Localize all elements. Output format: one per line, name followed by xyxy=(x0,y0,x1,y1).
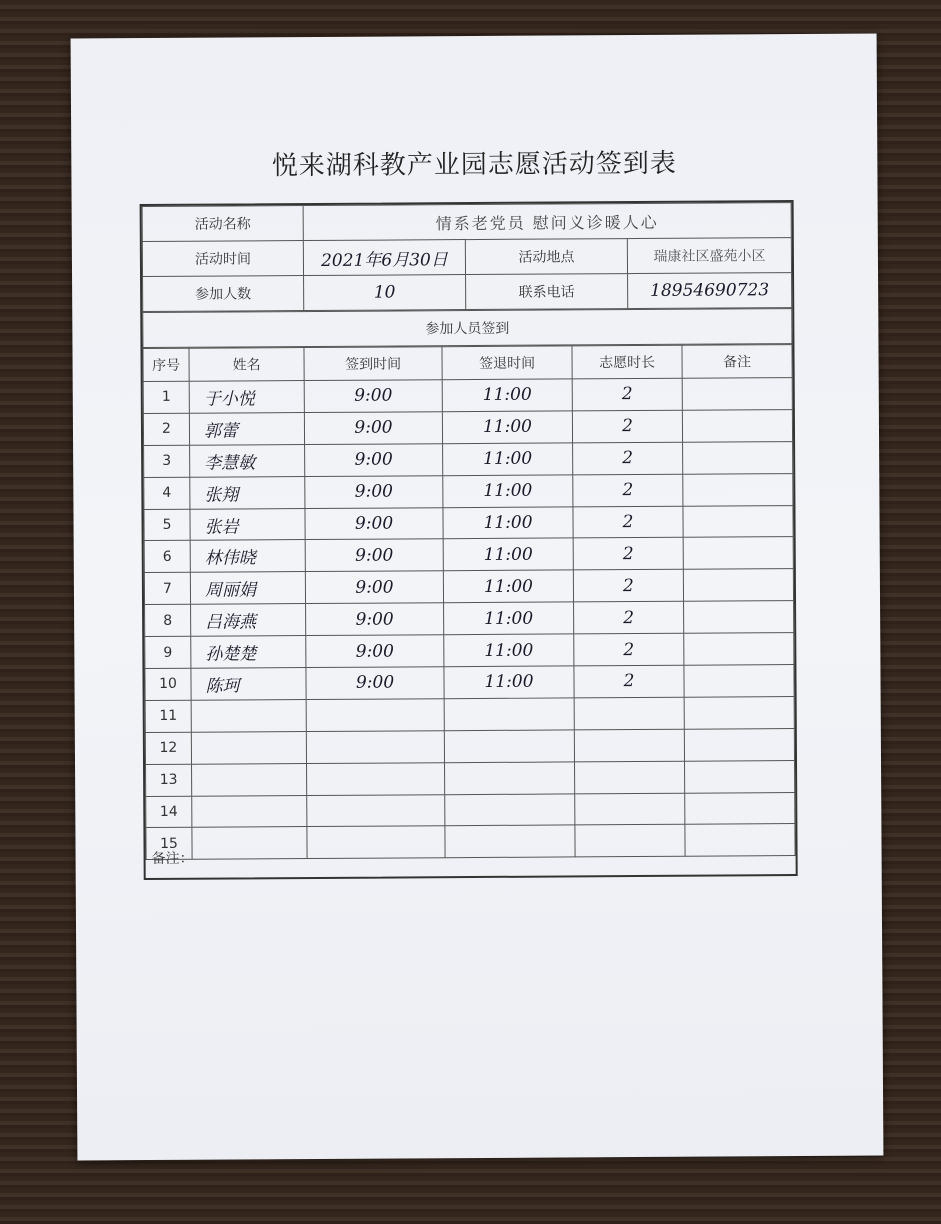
table-row xyxy=(145,601,794,637)
row-sign-out-time: 11:00 xyxy=(443,506,573,539)
row-note xyxy=(684,633,794,666)
activity-name-value: 情系老党员 慰问义诊暖人心 xyxy=(303,203,791,241)
table-row xyxy=(144,537,793,573)
attendance-table xyxy=(142,344,795,860)
table-row xyxy=(144,569,793,605)
row-note xyxy=(683,473,793,506)
activity-time-value: 2021年6月30日 xyxy=(303,240,465,276)
section-title: 参加人员签到 xyxy=(143,309,792,348)
row-volunteer-hours: 2 xyxy=(573,506,683,539)
row-name-signature xyxy=(192,827,307,860)
table-row xyxy=(146,824,795,860)
table-row xyxy=(146,760,795,796)
row-number: 8 xyxy=(145,604,191,636)
row-name-signature: 周丽娟 xyxy=(190,572,305,605)
row-name-signature: 于小悦 xyxy=(189,381,304,414)
row-name-signature: 陈珂 xyxy=(191,668,306,701)
table-row xyxy=(145,665,794,701)
row-volunteer-hours xyxy=(575,761,685,794)
row-sign-in-time: 9:00 xyxy=(306,603,444,636)
table-row xyxy=(145,633,794,669)
row-number: 6 xyxy=(144,541,190,573)
table-row xyxy=(145,728,794,764)
activity-name-label: 活动名称 xyxy=(142,206,303,242)
col-header: 序号 xyxy=(143,348,189,381)
info-row-name xyxy=(142,203,791,242)
row-number: 2 xyxy=(143,413,189,445)
section-header-table xyxy=(142,308,792,348)
row-note xyxy=(683,441,793,474)
activity-time-label: 活动时间 xyxy=(142,241,303,277)
row-volunteer-hours xyxy=(575,825,685,858)
table-row xyxy=(143,378,792,414)
row-note xyxy=(682,378,792,411)
table-row xyxy=(146,792,795,828)
row-note xyxy=(684,728,794,761)
row-name-signature: 李慧敏 xyxy=(190,444,305,477)
row-number: 14 xyxy=(146,796,192,828)
row-volunteer-hours: 2 xyxy=(572,410,682,443)
row-volunteer-hours xyxy=(574,729,684,762)
row-sign-out-time: 11:00 xyxy=(443,443,573,476)
row-sign-out-time: 11:00 xyxy=(443,475,573,508)
table-row xyxy=(143,409,792,445)
row-number: 15 xyxy=(146,828,192,860)
row-volunteer-hours xyxy=(575,793,685,826)
col-header: 签退时间 xyxy=(442,346,572,380)
row-name-signature: 孙楚楚 xyxy=(191,636,306,669)
info-row-time xyxy=(142,238,791,277)
row-sign-in-time xyxy=(306,730,444,763)
sign-in-sheet xyxy=(71,34,884,1161)
row-number: 12 xyxy=(145,732,191,764)
table-row xyxy=(144,473,793,509)
row-sign-out-time: 11:00 xyxy=(443,538,573,571)
col-header: 签到时间 xyxy=(304,347,442,381)
row-volunteer-hours: 2 xyxy=(573,474,683,507)
row-sign-in-time: 9:00 xyxy=(305,507,443,540)
row-name-signature: 郭蕾 xyxy=(189,412,304,445)
row-sign-out-time xyxy=(445,793,575,826)
table-row xyxy=(144,505,793,541)
row-sign-in-time: 9:00 xyxy=(305,475,443,508)
row-sign-in-time xyxy=(306,699,444,732)
row-sign-out-time: 11:00 xyxy=(442,379,572,412)
row-number: 1 xyxy=(143,381,189,413)
row-number: 10 xyxy=(145,668,191,700)
row-sign-out-time xyxy=(444,730,574,763)
row-volunteer-hours xyxy=(574,697,684,730)
phone-label: 联系电话 xyxy=(466,274,628,310)
row-sign-in-time: 9:00 xyxy=(305,443,443,476)
row-number: 3 xyxy=(144,445,190,477)
location-value: 瑞康社区盛苑小区 xyxy=(627,238,791,274)
row-number: 4 xyxy=(144,477,190,509)
row-sign-out-time: 11:00 xyxy=(444,602,574,635)
sheet-title: 悦来湖科教产业园志愿活动签到表 xyxy=(271,148,677,182)
remarks-label: 备注： xyxy=(151,850,194,867)
row-note xyxy=(684,601,794,634)
row-note xyxy=(683,569,793,602)
row-volunteer-hours: 2 xyxy=(573,538,683,571)
row-sign-in-time xyxy=(307,794,445,827)
col-header: 备注 xyxy=(682,345,792,379)
row-sign-out-time xyxy=(445,825,575,858)
row-volunteer-hours: 2 xyxy=(573,570,683,603)
row-number: 5 xyxy=(144,509,190,541)
row-name-signature xyxy=(192,763,307,796)
row-sign-in-time xyxy=(307,762,445,795)
row-note xyxy=(685,824,795,857)
row-sign-in-time: 9:00 xyxy=(304,380,442,413)
row-sign-in-time xyxy=(307,826,445,859)
row-sign-in-time: 9:00 xyxy=(304,412,442,445)
row-volunteer-hours: 2 xyxy=(572,378,682,411)
row-note xyxy=(684,665,794,698)
location-label: 活动地点 xyxy=(465,239,627,275)
row-sign-in-time: 9:00 xyxy=(306,667,444,700)
row-sign-out-time: 11:00 xyxy=(444,666,574,699)
phone-value: 18954690723 xyxy=(628,273,792,309)
row-sign-in-time: 9:00 xyxy=(305,539,443,572)
row-note xyxy=(683,537,793,570)
participants-value: 10 xyxy=(304,275,466,311)
row-note xyxy=(682,409,792,442)
activity-info-table xyxy=(142,202,793,312)
row-number: 13 xyxy=(146,764,192,796)
row-name-signature: 林伟晓 xyxy=(190,540,305,573)
row-name-signature: 吕海燕 xyxy=(191,604,306,637)
row-number: 11 xyxy=(145,700,191,732)
col-header: 姓名 xyxy=(189,348,304,382)
row-name-signature xyxy=(191,731,306,764)
row-number: 7 xyxy=(144,573,190,605)
row-note xyxy=(685,792,795,825)
participants-label: 参加人数 xyxy=(143,276,304,312)
row-sign-in-time: 9:00 xyxy=(305,571,443,604)
row-volunteer-hours: 2 xyxy=(574,601,684,634)
row-name-signature: 张翔 xyxy=(190,476,305,509)
info-row-count xyxy=(143,273,792,312)
row-note xyxy=(684,696,794,729)
row-sign-out-time: 11:00 xyxy=(443,570,573,603)
attendance-header-row xyxy=(143,345,792,382)
table-row xyxy=(144,441,793,477)
col-header: 志愿时长 xyxy=(572,345,682,379)
row-name-signature xyxy=(192,795,307,828)
row-note xyxy=(683,505,793,538)
sheet-table-frame xyxy=(140,200,798,880)
row-sign-out-time xyxy=(444,698,574,731)
row-name-signature: 张岩 xyxy=(190,508,305,541)
row-number: 9 xyxy=(145,636,191,668)
attendance-rows xyxy=(143,378,795,860)
row-sign-out-time: 11:00 xyxy=(442,411,572,444)
row-volunteer-hours: 2 xyxy=(574,633,684,666)
row-note xyxy=(685,760,795,793)
row-sign-out-time xyxy=(445,762,575,795)
row-name-signature xyxy=(191,699,306,732)
row-volunteer-hours: 2 xyxy=(574,665,684,698)
table-row xyxy=(145,696,794,732)
row-sign-in-time: 9:00 xyxy=(306,635,444,668)
row-volunteer-hours: 2 xyxy=(573,442,683,475)
row-sign-out-time: 11:00 xyxy=(444,634,574,667)
